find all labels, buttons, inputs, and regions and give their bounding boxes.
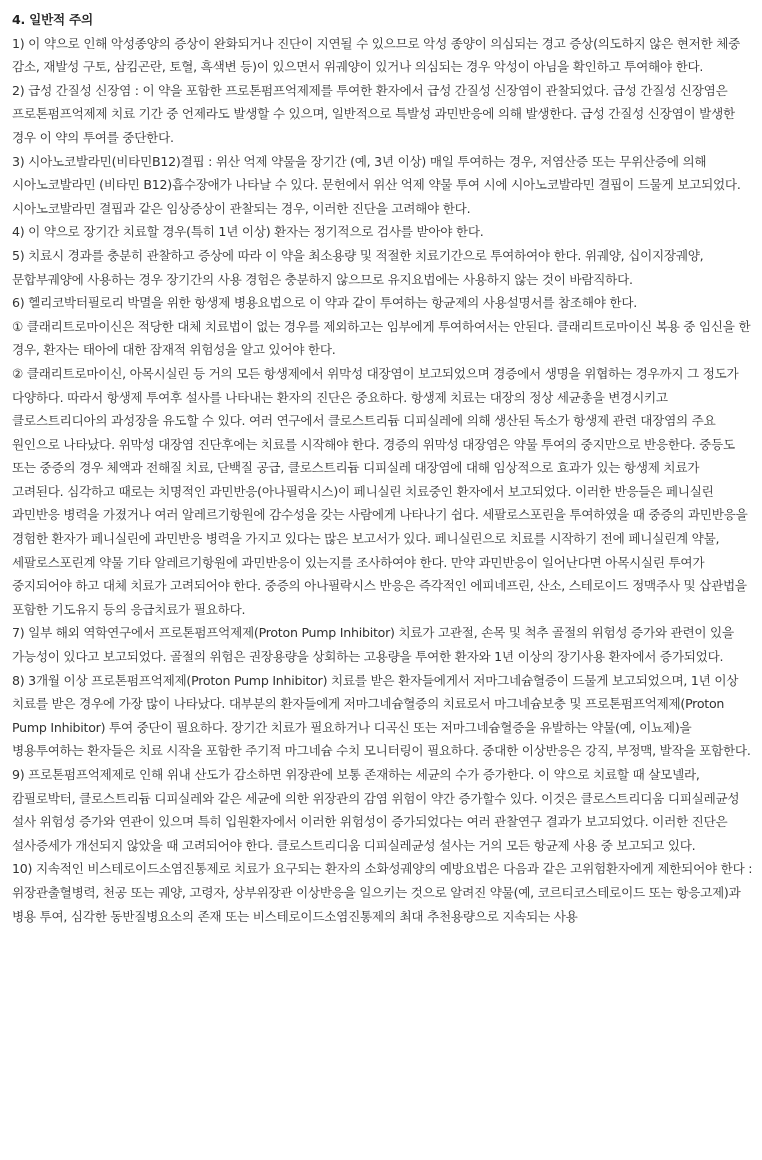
caution-item-1: 1) 이 약으로 인해 악성종양의 증상이 완화되거나 진단이 지연될 수 있으므로 악성 종양이 의심되는 경고 증상(의도하지 않은 현저한 체중 감소, 재발성 구토, 삼킴곤란, 토혈, 흑색변 등)이 있으면서 위궤양이 있거나 의심되는 경우 악성이 아님을 확인하고 투여해야 한다.	[12, 35, 741, 75]
caution-item-6-sub-2: ② 클래리트로마이신, 아목시실린 등 거의 모든 항생제에서 위막성 대장염이 보고되었으며 경증에서 생명을 위협하는 경우까지 그 정도가 다양하다. 따라서 항생제 투여후 설사를 나타내는 환자의 진단은 중요하다. 항생제 치료는 대장의 정상 세균총을 변경시키고 클로스트리디아의 과성장을 유도할 수 있다. 여러 연구에서 클로스트리듐 디피실레에 의해 생산된 독소가 항생제 관련 대장염의 주요 원인으로 나타났다. 위막성 대장염 진단후에는 치료를 시작해야 한다. 경증의 위막성 대장염은 약물 투여의 중지만으로 반응한다. 중등도 또는 중증의 경우 체액과 전해질 치료, 단백질 공급, 클로스트리듐 디피실레 대장염에 대해 임상적으로 효과가 있는 항생제 치료가 고려된다. 심각하고 때로는 치명적인 과민반응(아나필락시스)이 페니실린 치료중인 환자에서 보고되었다. 이러한 반응들은 페니실린 과민반응 병력을 가졌거나 여러 알레르기항원에 감수성을 갖는 사람에게 나타나기 쉽다. 세팔로스포린을 투여하였을 때 중증의 과민반응을 경험한 환자가 페니실린에 과민반응 병력을 가지고 있다는 많은 보고서가 있다. 페니실린으로 치료를 시작하기 전에 페니실린계 약물, 세팔로스포린계 약물 기타 알레르기항원에 과민반응이 있는지를 조사하여야 한다. 만약 과민반응이 일어난다면 아목시실린 투여가 중지되어야 하고 대체 치료가 고려되어야 한다. 중증의 아나필락시스 반응은 즉각적인 에피네프린, 산소, 스테로이드 정맥주사 및 삽관법을 포함한 기도유지 등의 응급치료가 필요하다.	[12, 365, 748, 617]
caution-item-5: 5) 치료시 경과를 충분히 관찰하고 증상에 따라 이 약을 최소용량 및 적절한 치료기간으로 투여하여야 한다. 위궤양, 십이지장궤양, 문합부궤양에 사용하는 경우 장기간의 사용 경험은 충분하지 않으므로 유지요법에는 사용하지 않는 것이 바람직하다.	[12, 247, 704, 287]
section-title: 4. 일반적 주의	[12, 12, 93, 27]
caution-item-2: 2) 급성 간질성 신장염 : 이 약을 포함한 프로톤펌프억제제를 투여한 환자에서 급성 간질성 신장염이 관찰되었다. 급성 간질성 신장염은 프로톤펌프억제제 치료 기간 중 언제라도 발생할 수 있으며, 일반적으로 특발성 과민반응에 의해 발생한다. 급성 간질성 신장염이 발생한 경우 이 약의 투여를 중단한다.	[12, 82, 735, 145]
caution-item-6: 6) 헬리코박터필로리 박멸을 위한 항생제 병용요법으로 이 약과 같이 투여하는 항균제의 사용설명서를 참조해야 한다.	[12, 295, 638, 311]
caution-item-4: 4) 이 약으로 장기간 치료할 경우(특히 1년 이상) 환자는 정기적으로 검사를 받아야 한다.	[12, 224, 484, 240]
caution-item-6-sub-1: ① 클래리트로마이신은 적당한 대체 치료법이 없는 경우를 제외하고는 임부에게 투여하여서는 안된다. 클래리트로마이신 복용 중 임신을 한 경우, 환자는 태아에 대한 잠재적 위험성을 알고 있어야 한다.	[12, 318, 751, 358]
caution-item-8: 8) 3개월 이상 프로톤펌프억제제(Proton Pump Inhibitor) 치료를 받은 환자들에게서 저마그네슘혈증이 드물게 보고되었으며, 1년 이상 치료를 받은 경우에 가장 많이 나타났다. 대부분의 환자들에게 저마그네슘혈증의 치료로서 마그네슘보충 및 프로톤펌프억제제(Proton Pump Inhibitor) 투여 중단이 필요하다. 장기간 치료가 필요하거나 디곡신 또는 저마그네슘혈증을 유발하는 약물(예, 이뇨제)을 병용투여하는 환자들은 치료 시작을 포함한 주기적 마그네슘 수치 모니터링이 필요하다. 중대한 이상반응은 강직, 부정맥, 발작을 포함한다.	[12, 672, 751, 759]
caution-item-10: 10) 지속적인 비스테로이드소염진통제로 치료가 요구되는 환자의 소화성궤양의 예방요법은 다음과 같은 고위험환자에게 제한되어야 한다 : 위장관출혈병력, 천공 또는 궤양, 고령자, 상부위장관 이상반응을 일으키는 것으로 알려진 약물(예, 코르티코스테로이드 또는 항응고제)과 병용 투여, 심각한 동반질병요소의 존재 또는 비스테로이드소염진통제의 최대 추천용량으로 지속되는 사용	[12, 861, 753, 924]
caution-item-3: 3) 시아노코발라민(비타민B12)결핍 : 위산 억제 약물을 장기간 (예, 3년 이상) 매일 투여하는 경우, 저염산증 또는 무위산증에 의해 시아노코발라민 (비타민 B12)흡수장애가 나타날 수 있다. 문헌에서 위산 억제 약물 투여 시에 시아노코발라민 결핍이 드물게 보고되었다. 시아노코발라민 결핍과 같은 임상증상이 관찰되는 경우, 이러한 진단을 고려해야 한다.	[12, 153, 741, 216]
caution-item-9: 9) 프로톤펌프억제제로 인해 위내 산도가 감소하면 위장관에 보통 존재하는 세균의 수가 증가한다. 이 약으로 치료할 때 살모넬라, 캄필로박터, 클로스트리듐 디피실레와 같은 세균에 의한 위장관의 감염 위험이 약간 증가할수 있다. 이것은 클로스트리디움 디피실레균성 설사 위험성 증가와 연관이 있으며 특히 입원환자에서 이러한 위험성이 증가되었다는 여러 관찰연구 결과가 보고되었다. 이러한 진단은 설사증세가 개선되지 않았을 때 고려되어야 한다. 클로스트리디움 디피실레균성 설사는 거의 모든 항균제 사용 중 보고되고 있다.	[12, 767, 740, 853]
caution-item-7: 7) 일부 해외 역학연구에서 프로톤펌프억제제(Proton Pump Inhibitor) 치료가 고관절, 손목 및 척추 골절의 위험성 증가와 관련이 있을 가능성이 있다고 보고되었다. 골절의 위험은 권장용량을 상회하는 고용량을 투여한 환자와 1년 이상의 장기사용 환자에서 증가되었다.	[12, 625, 734, 665]
